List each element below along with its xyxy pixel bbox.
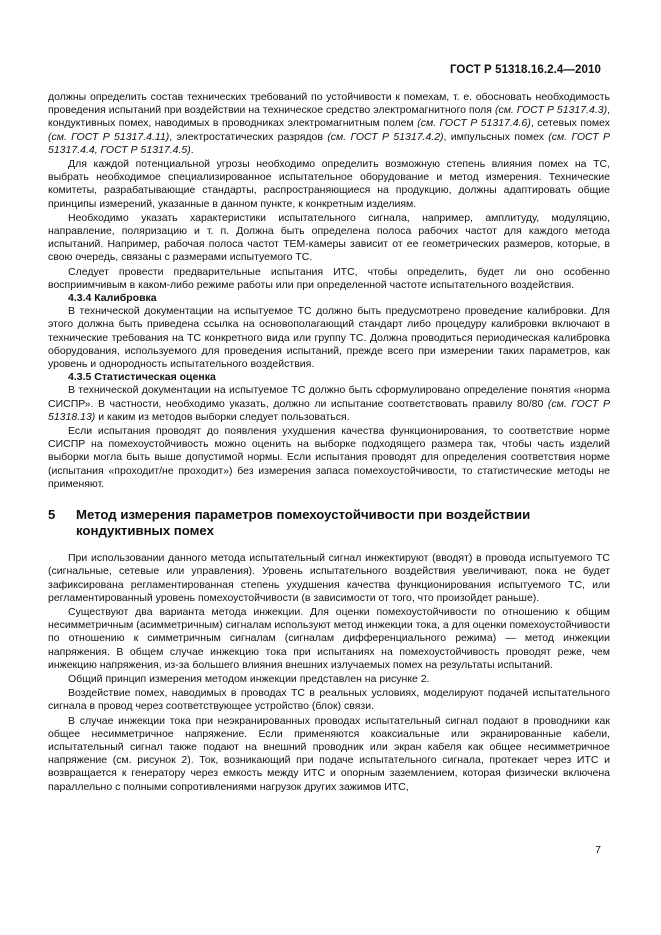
section-heading	[48, 507, 610, 539]
paragraph: Необходимо указать характеристики испытательного сигнала, например, амплитуду, модуляцию, направление, поляризацию и т. п. Должна быть определена полоса рабочих частот для каждого метода испытаний. Например, рабочая полоса частот ТЕМ-камеры зависит от ее геометрических размеров, которые, в свою очередь, связаны с размерами испытуемого ТС.	[48, 211, 610, 264]
subsection-heading-statistics: 4.3.5 Статистическая оценка	[68, 371, 216, 384]
subsection-heading-calibration: 4.3.4 Калибровка	[68, 292, 157, 305]
paragraph-standards-list: должны определить состав технических требований по устойчивости к помехам, т. е. обосновать необходимость проведения испытаний при воздействии на техническое средство электромагнитного поля (см. ГОСТ Р 51317.4.3), кондуктивных помех, наводимых в проводниках электромагнитным полем (см. ГОСТ Р 51317.4.6), сетевых помех (см. ГОСТ Р 51317.4.11), электростатических разрядов (см. ГОСТ Р 51317.4.2), импульсных помех (см. ГОСТ Р 51317.4.4, ГОСТ Р 51317.4.5).	[48, 91, 610, 156]
section-title: Метод измерения параметров помехоустойчивости при воздействии кондуктивных помех	[76, 507, 531, 539]
paragraph: В технической документации на испытуемое ТС должно быть сформулировано определение понятия «норма СИСПР». В частности, необходимо указать, должно ли испытание соответствовать правилу 80/80 (см. ГОСТ Р 51318.13) и каким из методов выборки следует пользоваться.	[48, 384, 610, 423]
paragraph: Общий принцип измерения методом инжекции представлен на рисунке 2.	[68, 672, 430, 685]
page-number: 7	[595, 844, 601, 856]
paragraph: В случае инжекции тока при неэкранированных проводах испытательный сигнал подают в проводники как общее несимметричное напряжение. Если применяются коаксиальные или экранированные кабели, испытательный сигнал также подают на внешний проводник или экран кабеля как общее несимметричное напряжение (см. рисунок 2). Ток, возникающий при подаче испытательного сигнала, протекает через ИТС и возвращается к генератору через емкость между ИТС и опорным заземлением, которая физически включена параллельно с полными сопротивлениями нагрузок других зажимов ИТС,	[48, 714, 610, 793]
paragraph: Следует провести предварительные испытания ИТС, чтобы определить, будет ли оно особенно восприимчивым в каком-либо режиме работы или при определенной частоте испытательного воздействия.	[48, 265, 610, 291]
section-number: 5	[48, 507, 56, 523]
paragraph: В технической документации на испытуемое ТС должно быть предусмотрено проведение калибровки. Для этого должна быть приведена ссылка на основополагающий стандарт либо процедуру калибровки включают в технические требования на ТС конкретного вида или группу ТС. Должна проводиться периодическая калибровка оборудования, используемого для проведения испытаний, прежде всего при измерении таких параметров, как уровень и однородность испытательного воздействия.	[48, 305, 610, 371]
paragraph: При использовании данного метода испытательный сигнал инжектируют (вводят) в провода испытуемого ТС (сигнальные, сетевые или управления). Уровень испытательного воздействия увеличивают, пока не будет зафиксирована регламентированная степень ухудшения качества функционирования испытуемого ТС, или регламентированный уровень помехоустойчивости (в зависимости от того, что произойдет раньше).	[48, 552, 610, 604]
document-header: ГОСТ Р 51318.16.2.4—2010	[449, 64, 601, 76]
paragraph: Воздействие помех, наводимых в проводах ТС в реальных условиях, моделируют подачей испытательного сигнала в провод через соответствующее устройство (блок) связи.	[48, 687, 610, 713]
document-body	[48, 91, 610, 794]
paragraph: Для каждой потенциальной угрозы необходимо определить возможную степень влияния помех на ТС, выбрать необходимое специализированное испытательное оборудование и метод измерения. Технические комитеты, разрабатывающие стандарты, распространяющиеся на продукцию, должны адаптировать общие принципы измерений, указанные в данном пункте, к конкретным изделиям.	[48, 158, 610, 210]
paragraph: Существуют два варианта метода инжекции. Для оценки помехоустойчивости по отношению к общим несимметричным (асимметричным) сигналам используют метод инжекции тока, а для оценки помехоустойчивости по отношению к симметричным сигналам (сигналам дифференциального режима) — метод инжекции напряжения. В общем случае инжекцию тока при испытаниях на помехоустойчивость проводят реже, чем инжекцию напряжения, из-за большего влияния внешних излучаемых помех на результаты испытаний.	[48, 605, 610, 671]
paragraph: Если испытания проводят до появления ухудшения качества функционирования, то соответствие норме СИСПР на помехоустойчивость можно оценить на выборке подходящего размера так, чтобы часть изделий выборки могла быть выше допустимой нормы. Если испытания проводят для определения соответствия норме (испытания «проходит/не проходит») без измерения запаса помехоустойчивости, то статистические методы не применяют.	[48, 425, 610, 490]
